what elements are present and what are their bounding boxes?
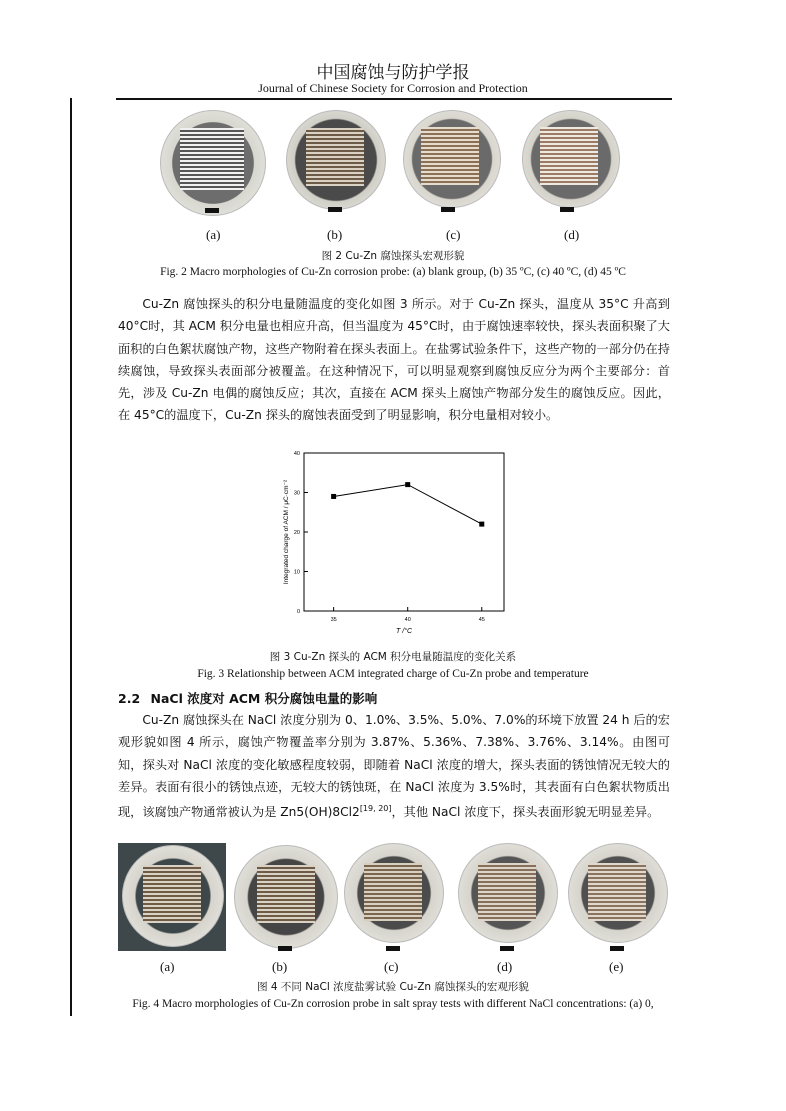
fig2-caption-en: Fig. 2 Macro morphologies of Cu-Zn corrosion probe: (a) blank group, (b) 35 ºC, (c) 40 ºC, (d) 45 ºC (160, 266, 626, 278)
fig2-photo-c (403, 110, 503, 220)
fig2-label-c: (c) (446, 227, 461, 242)
paragraph-1-text: Cu-Zn 腐蚀探头的积分电量随温度的变化如图 3 所示。对于 Cu-Zn 探头，温度从 35°C 升高到 40°C时，其 ACM 积分电量也相应升高，但当温度为 45°C时，由于腐蚀速率较快，探头表面积聚了大面积的白色絮状腐蚀产物，这些产物附着在探头表面上。在盐雾试验条件下，这些产物的一部分仍在持续腐蚀，导致探头表面部分被覆盖。在这种情况下，可以明显观察到腐蚀反应分为两个主要部分：首先，涉及 Cu-Zn 电偶的腐蚀反应；其次，直接在 ACM 探头上腐蚀产物部分发生的腐蚀反应。因此，在 45°C的温度下，Cu-Zn 探头的腐蚀表面受到了明显影响，积分电量相对较小。 (118, 297, 670, 423)
citation-ref: [19, 20] (359, 804, 392, 814)
paragraph-2 (118, 709, 670, 824)
fig4-label-d: (d) (497, 959, 513, 974)
paragraph-nacl-effect (118, 709, 670, 824)
fig4-caption-cn: 图 4 不同 NaCl 浓度盐雾试验 Cu-Zn 腐蚀探头的宏观形貌 (257, 981, 529, 993)
fig2-caption-cn: 图 2 Cu-Zn 腐蚀探头宏观形貌 (321, 250, 465, 262)
fig2-label-a: (a) (206, 227, 221, 242)
fig4-label-b: (b) (272, 959, 288, 974)
fig4-label-e: (e) (609, 959, 624, 974)
data-point (405, 482, 410, 487)
fig4-label-c: (c) (384, 959, 399, 974)
y-tick-label: 20 (293, 530, 300, 536)
section-number: 2.2 (118, 691, 141, 706)
header-rule (116, 98, 672, 100)
fig4-photo-e (568, 843, 668, 953)
fig4-photo-b (232, 843, 340, 953)
section-title: NaCl 浓度对 ACM 积分腐蚀电量的影响 (150, 691, 378, 706)
data-point (479, 522, 484, 527)
paragraph-2-text: Cu-Zn 腐蚀探头在 NaCl 浓度分别为 0、1.0%、3.5%、5.0%、7.0%的环境下放置 24 h 后的宏观形貌如图 4 所示，腐蚀产物覆盖率分别为 3.87%、5.36%、7.38%、3.76%、3.14%。由图可知，探头对 NaCl 浓度的变化敏感程度较弱，即随着 NaCl 浓度的增大，探头表面的锈蚀情况无较大的差异。表面有很小的锈蚀点迹，无较大的锈蚀斑，在 NaCl 浓度为 3.5%时，其表面有白色絮状物质出现，该腐蚀产物通常被认为是 Zn5(OH)8Cl2 (118, 713, 670, 820)
data-point (331, 494, 336, 499)
journal-title-en: Journal of Chinese Society for Corrosion and Protection (258, 81, 528, 95)
figure-3-chart (270, 445, 515, 637)
y-tick-label: 30 (293, 490, 300, 497)
fig2-label-b: (b) (327, 227, 343, 242)
x-tick-label: 35 (330, 617, 337, 623)
series-line (334, 485, 482, 524)
fig3-caption-en: Fig. 3 Relationship between ACM integrated charge of Cu-Zn probe and temperature (197, 668, 589, 680)
y-tick-label: 0 (296, 609, 300, 615)
x-axis-label: T /°C (395, 628, 413, 635)
x-tick-label: 40 (404, 617, 411, 623)
fig2-label-d: (d) (564, 227, 580, 242)
paragraph-2-tail: ，其他 NaCl 浓度下，探头表面形貌无明显差异。 (391, 805, 660, 820)
x-tick-label: 45 (478, 617, 485, 623)
fig3-caption-cn: 图 3 Cu-Zn 探头的 ACM 积分电量随温度的变化关系 (269, 651, 517, 663)
plot-frame (304, 453, 504, 611)
fig4-caption-en: Fig. 4 Macro morphologies of Cu-Zn corrosion probe in salt spray tests with different NaCl concentrations: (a) 0, (132, 998, 654, 1010)
y-tick-label: 10 (293, 569, 300, 576)
journal-title-cn: 中国腐蚀与防护学报 (316, 63, 470, 83)
fig2-photo-b (286, 110, 386, 220)
fig2-photo-a (160, 110, 265, 220)
fig2-photo-d (522, 110, 622, 220)
y-tick-label: 40 (293, 451, 300, 457)
fig4-label-a: (a) (160, 959, 175, 974)
fig4-photo-a (118, 843, 226, 953)
y-axis-label: Integrated charge of ACM / μC·cm⁻² (283, 479, 290, 585)
fig4-photo-c (344, 843, 444, 953)
paragraph-temperature-effect (118, 293, 670, 427)
section-heading (118, 689, 377, 707)
left-margin-rule (70, 98, 72, 1016)
fig4-photo-d (458, 843, 558, 953)
